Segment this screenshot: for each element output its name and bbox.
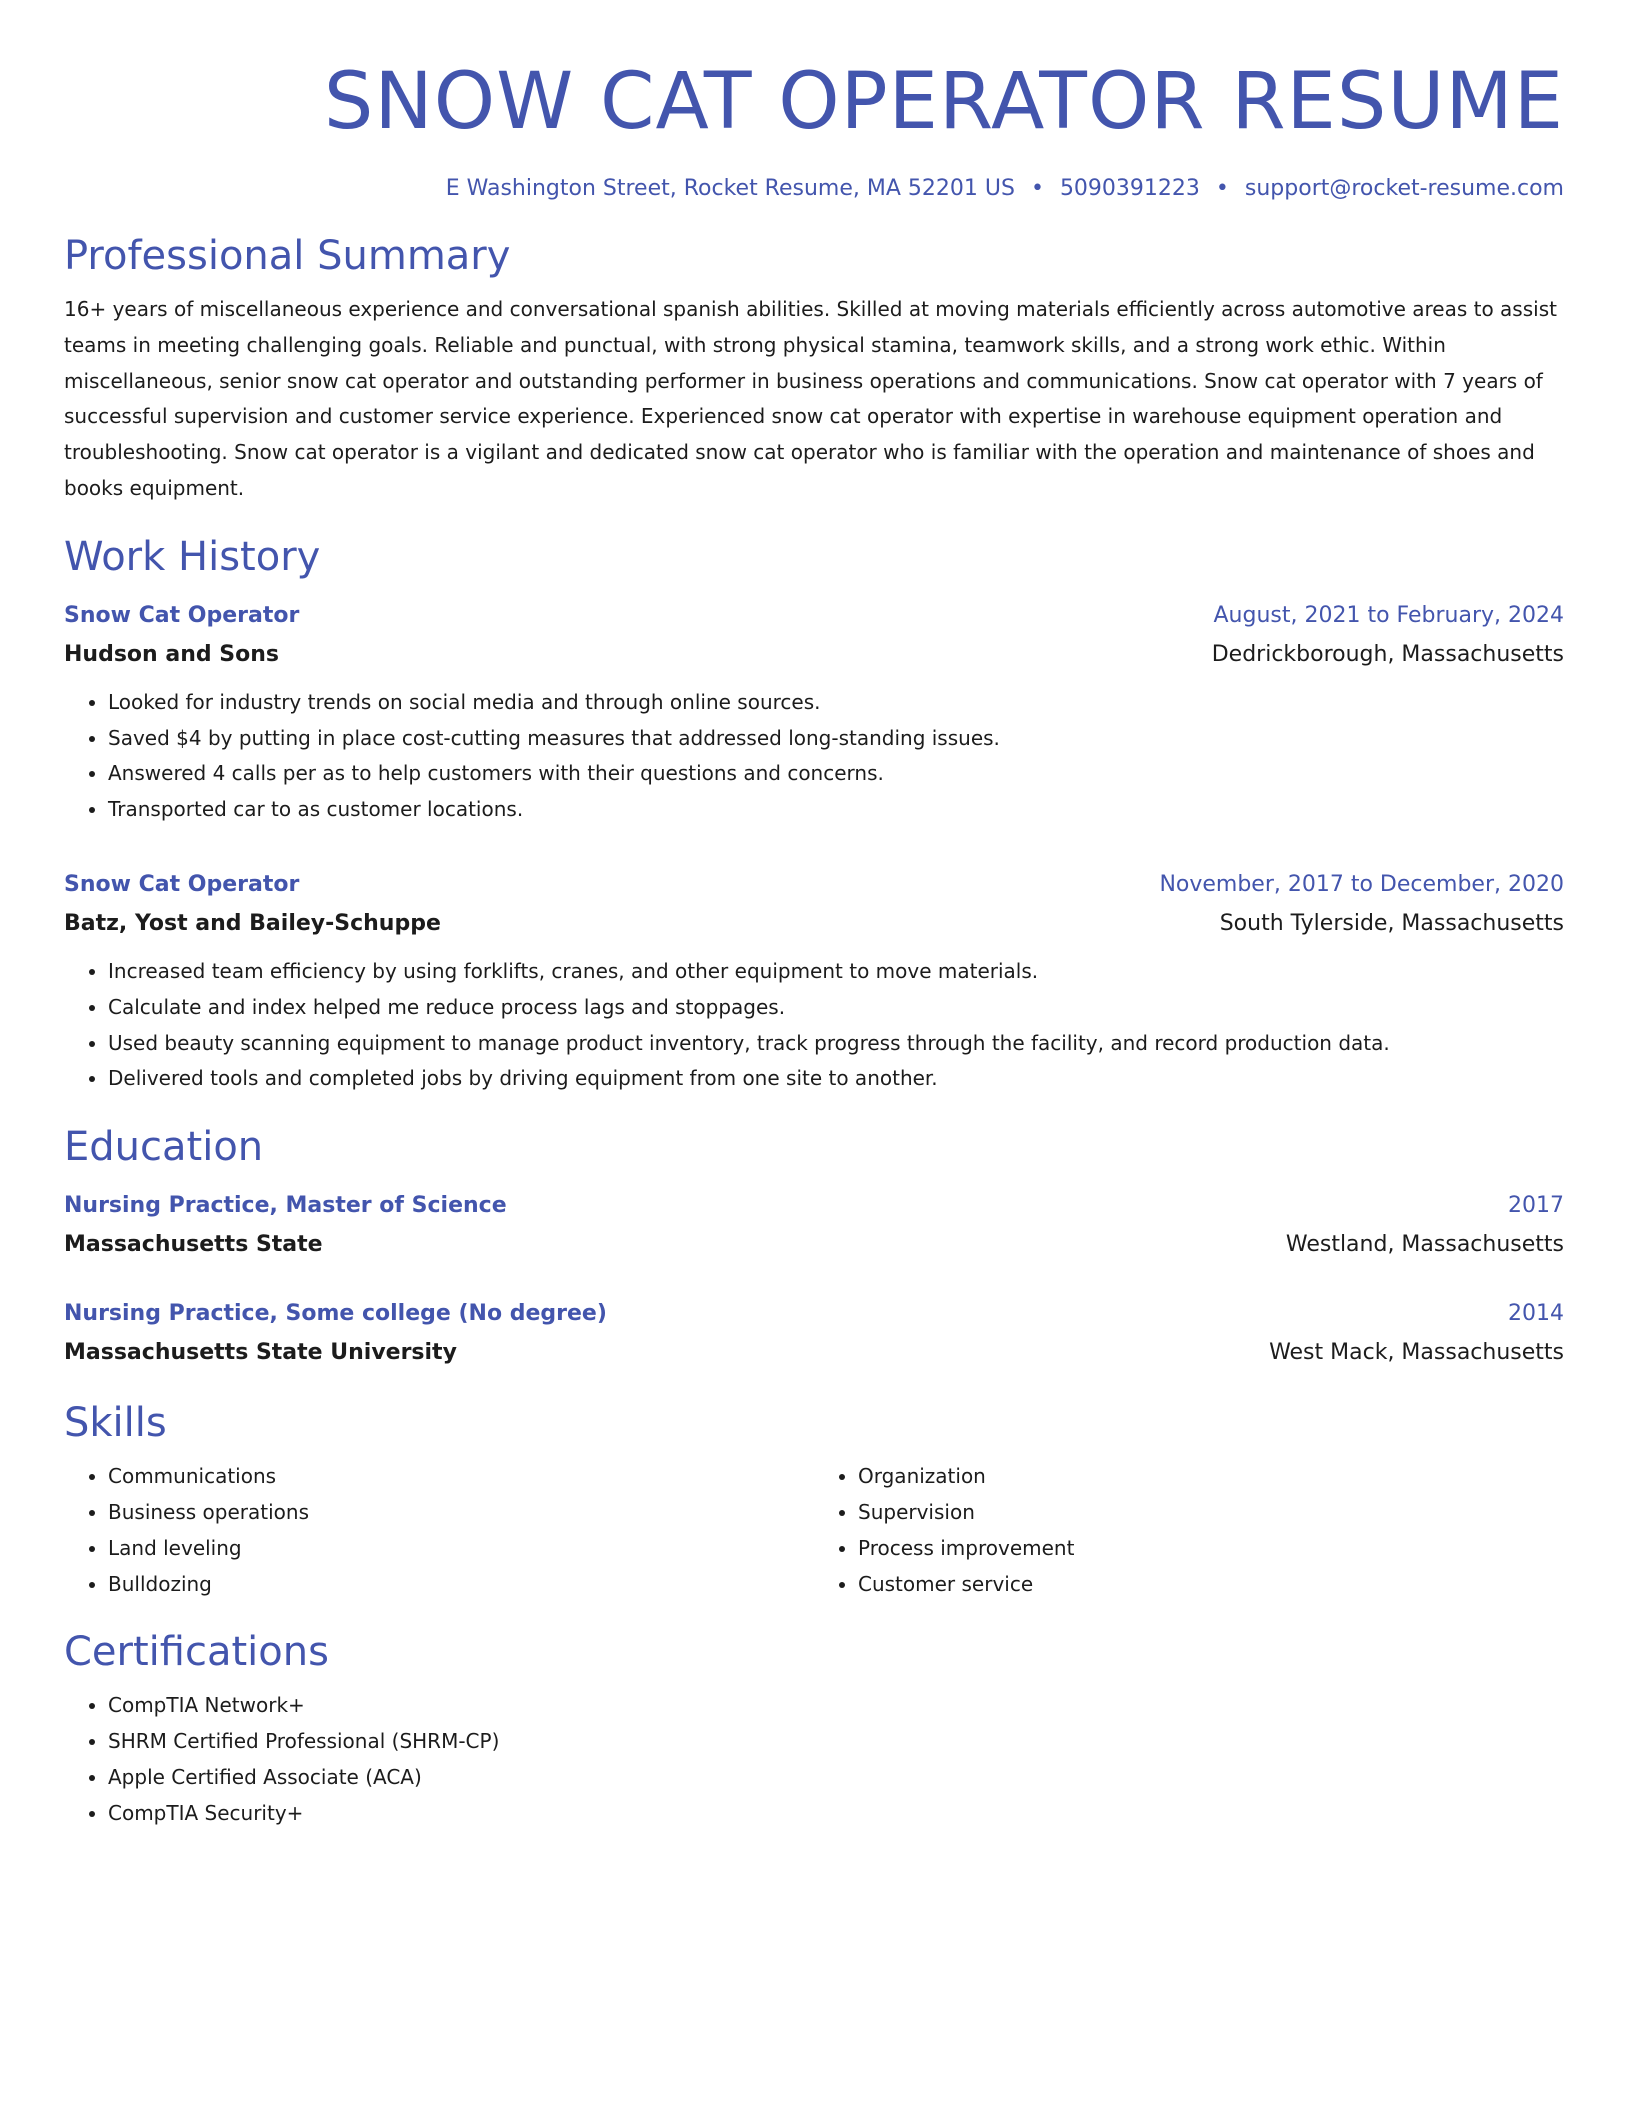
graduation-year: 2014 [1508, 1301, 1564, 1327]
work-history-heading: Work History [64, 533, 321, 580]
job-bullet: • Calculate and index helped me reduce process lags and stoppages. [108, 990, 1564, 1026]
job-title: Snow Cat Operator [64, 602, 300, 628]
skills-list-left [64, 1459, 814, 1602]
resume-header [64, 0, 1564, 206]
graduation-year: 2017 [1508, 1193, 1564, 1219]
certifications-section [64, 1626, 1564, 1831]
job-location: South Tylerside, Massachusetts [1219, 910, 1564, 936]
contact-address: E Washington Street, Rocket Resume, MA 52201 US [445, 176, 1015, 201]
certifications-heading: Certifications [64, 1629, 329, 1676]
job-bullets [64, 685, 1564, 828]
job-bullets [64, 954, 1564, 1097]
skill-item: • Communications [108, 1459, 814, 1495]
job-bullet: • Used beauty scanning equipment to manage product inventory, track progress through the facility, and record production data. [108, 1026, 1564, 1062]
job-dates: November, 2017 to December, 2020 [1159, 871, 1564, 897]
skill-item: • Customer service [858, 1567, 1564, 1603]
job-dates: August, 2021 to February, 2024 [1213, 602, 1564, 628]
contact-email: support@rocket-resume.com [1244, 176, 1564, 201]
job-bullet: • Delivered tools and completed jobs by driving equipment from one site to another. [108, 1061, 1564, 1097]
contact-separator: • [1215, 176, 1229, 201]
certification-item: • CompTIA Security+ [108, 1796, 1564, 1832]
school-name: Massachusetts State [64, 1232, 323, 1258]
degree-title: Nursing Practice, Master of Science [64, 1193, 507, 1219]
contact-line [64, 172, 1564, 206]
summary-heading: Professional Summary [64, 233, 511, 279]
job-bullet: • Saved $4 by putting in place cost-cutting measures that addressed long-standing issues. [108, 721, 1564, 757]
education-section [64, 1121, 1564, 1373]
contact-phone: 5090391223 [1059, 176, 1200, 201]
skills-list-right [814, 1459, 1564, 1602]
skill-item: • Supervision [858, 1495, 1564, 1531]
job-company: Hudson and Sons [64, 641, 279, 667]
work-history-section [64, 531, 1564, 1097]
candidate-name: SNOW CAT OPERATOR RESUME [323, 57, 1564, 147]
skill-item: • Land leveling [108, 1531, 814, 1567]
skills-columns [64, 1449, 1564, 1602]
skills-heading: Skills [64, 1400, 167, 1447]
school-location: West Mack, Massachusetts [1269, 1340, 1564, 1366]
skill-item: • Business operations [108, 1495, 814, 1531]
certification-item: • SHRM Certified Professional (SHRM-CP) [108, 1724, 1564, 1760]
certification-item: • Apple Certified Associate (ACA) [108, 1760, 1564, 1796]
school-location: Westland, Massachusetts [1285, 1232, 1564, 1258]
job-title: Snow Cat Operator [64, 871, 300, 897]
skills-section [64, 1397, 1564, 1602]
job-company: Batz, Yost and Bailey-Schuppe [64, 910, 441, 936]
skill-item: • Bulldozing [108, 1567, 814, 1603]
certifications-list [64, 1688, 1564, 1831]
job-bullet: • Transported car to as customer locations. [108, 792, 1564, 828]
education-entry [64, 1187, 1564, 1265]
job-bullet: • Answered 4 calls per as to help customers with their questions and concerns. [108, 756, 1564, 792]
job-bullet: • Looked for industry trends on social media and through online sources. [108, 685, 1564, 721]
contact-separator: • [1030, 176, 1044, 201]
education-entry [64, 1295, 1564, 1373]
certification-item: • CompTIA Network+ [108, 1688, 1564, 1724]
job-entry [64, 866, 1564, 1097]
degree-title: Nursing Practice, Some college (No degree) [64, 1301, 607, 1327]
education-heading: Education [64, 1124, 264, 1171]
summary-section [64, 230, 1564, 507]
skill-item: • Process improvement [858, 1531, 1564, 1567]
job-location: Dedrickborough, Massachusetts [1211, 641, 1564, 667]
job-entry [64, 597, 1564, 828]
school-name: Massachusetts State University [64, 1340, 457, 1366]
skill-item: • Organization [858, 1459, 1564, 1495]
summary-text: 16+ years of miscellaneous experience and conversational spanish abilities. Skilled at moving materials efficiently across automotive areas to assist teams in meeting challenging goals. Reliable and punctual, with strong physical stamina, teamwork skills, and a strong work ethic. Within miscellaneous, senior snow cat operator and outstanding performer in business operations and communications. Snow cat operator with 7 years of successful supervision and customer service experience. Experienced snow cat operator with expertise in warehouse equipment operation and troubleshooting. Snow cat operator is a vigilant and dedicated snow cat operator who is familiar with the operation and maintenance of shoes and books equipment. [64, 297, 1557, 500]
job-bullet: • Increased team efficiency by using forklifts, cranes, and other equipment to move materials. [108, 954, 1564, 990]
resume-page [64, 0, 1564, 1832]
